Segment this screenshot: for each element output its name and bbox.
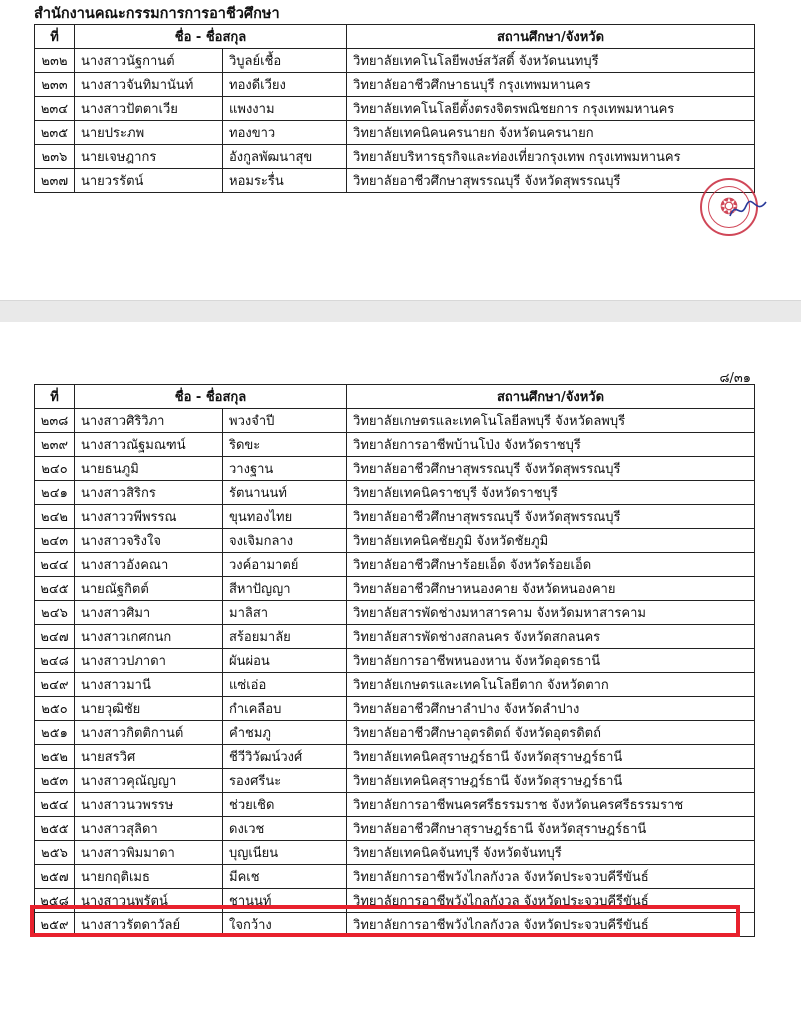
row-first-name: นายณัฐกิตต์ [75, 577, 223, 601]
row-number: ๒๕๑ [35, 721, 75, 745]
row-school: วิทยาลัยอาชีวศึกษาหนองคาย จังหวัดหนองคาย [347, 577, 755, 601]
row-school: วิทยาลัยอาชีวศึกษาสุราษฎร์ธานี จังหวัดสุราษฎร์ธานี [347, 817, 755, 841]
row-number: ๒๕๖ [35, 841, 75, 865]
row-number: ๒๔๗ [35, 625, 75, 649]
row-school: วิทยาลัยการอาชีพวังไกลกังวล จังหวัดประจวบคีรีขันธ์ [347, 889, 755, 913]
document-page-1 [0, 0, 801, 300]
row-first-name: นางสาวอังคณา [75, 553, 223, 577]
header-school: สถานศึกษา/จังหวัด [347, 25, 755, 49]
table-row [35, 481, 755, 505]
row-last-name: วางฐาน [223, 457, 347, 481]
table-row [35, 721, 755, 745]
row-school: วิทยาลัยการอาชีพวังไกลกังวล จังหวัดประจวบคีรีขันธ์ [347, 913, 755, 937]
row-first-name: นางสาวพิมมาดา [75, 841, 223, 865]
table-row [35, 889, 755, 913]
row-first-name: นางสาวนัฐกานต์ [75, 49, 223, 73]
row-last-name: ช่วยเชิด [223, 793, 347, 817]
table-header-row [35, 25, 755, 49]
row-first-name: นายเจษฎากร [75, 145, 223, 169]
row-first-name: นางสาวสิริกร [75, 481, 223, 505]
table-row [35, 745, 755, 769]
row-last-name: หอมระรื่น [223, 169, 347, 193]
row-school: วิทยาลัยเกษตรและเทคโนโลยีตาก จังหวัดตาก [347, 673, 755, 697]
table-body-2 [35, 409, 755, 937]
table-row [35, 553, 755, 577]
row-first-name: นายประภพ [75, 121, 223, 145]
table-row [35, 649, 755, 673]
row-school: วิทยาลัยการอาชีพนครศรีธรรมราช จังหวัดนครศรีธรรมราช [347, 793, 755, 817]
table-row [35, 49, 755, 73]
row-last-name: สีหาปัญญา [223, 577, 347, 601]
row-first-name: นางสาวนวพรรษ [75, 793, 223, 817]
row-school: วิทยาลัยเทคนิคนครนายก จังหวัดนครนายก [347, 121, 755, 145]
row-last-name: ดงเวช [223, 817, 347, 841]
document-page-2 [0, 322, 801, 1024]
row-number: ๒๔๐ [35, 457, 75, 481]
row-first-name: นางสาวรัตดาวัลย์ [75, 913, 223, 937]
table-row [35, 145, 755, 169]
header-no: ที่ [35, 25, 75, 49]
row-number: ๒๕๗ [35, 865, 75, 889]
row-school: วิทยาลัยอาชีวศึกษาร้อยเอ็ด จังหวัดร้อยเอ็ด [347, 553, 755, 577]
row-last-name: แซ่เอ่อ [223, 673, 347, 697]
row-last-name: วิบูลย์เชื้อ [223, 49, 347, 73]
row-last-name: ริดขะ [223, 433, 347, 457]
row-last-name: ใจกว้าง [223, 913, 347, 937]
row-school: วิทยาลัยบริหารธุรกิจและท่องเที่ยวกรุงเทพ กรุงเทพมหานคร [347, 145, 755, 169]
table-body-1 [35, 49, 755, 193]
row-first-name: นายกฤติเมธ [75, 865, 223, 889]
row-school: วิทยาลัยอาชีวศึกษาธนบุรี กรุงเทพมหานคร [347, 73, 755, 97]
row-first-name: นางสาวนพรัตน์ [75, 889, 223, 913]
table-row [35, 601, 755, 625]
row-last-name: บุญเนียน [223, 841, 347, 865]
row-number: ๒๕๓ [35, 769, 75, 793]
row-number: ๒๓๙ [35, 433, 75, 457]
table-row [35, 841, 755, 865]
row-first-name: นางสาวคุณัญญา [75, 769, 223, 793]
row-number: ๒๔๑ [35, 481, 75, 505]
table-row [35, 769, 755, 793]
row-school: วิทยาลัยอาชีวศึกษาอุตรดิตถ์ จังหวัดอุตรดิตถ์ [347, 721, 755, 745]
row-school: วิทยาลัยเทคโนโลยีตั้งตรงจิตรพณิชยการ กรุงเทพมหานคร [347, 97, 755, 121]
row-first-name: นางสาวปภาดา [75, 649, 223, 673]
row-school: วิทยาลัยอาชีวศึกษาสุพรรณบุรี จังหวัดสุพรรณบุรี [347, 169, 755, 193]
row-first-name: นางสาวปัตตาเวีย [75, 97, 223, 121]
row-first-name: นายวุฒิชัย [75, 697, 223, 721]
row-last-name: ชีวีวิวัฒน์วงศ์ [223, 745, 347, 769]
table-row [35, 457, 755, 481]
table-row [35, 817, 755, 841]
signature-mark [728, 196, 768, 222]
row-number: ๒๓๕ [35, 121, 75, 145]
row-school: วิทยาลัยสารพัดช่างมหาสารคาม จังหวัดมหาสารคาม [347, 601, 755, 625]
row-school: วิทยาลัยอาชีวศึกษาสุพรรณบุรี จังหวัดสุพรรณบุรี [347, 505, 755, 529]
row-number: ๒๔๒ [35, 505, 75, 529]
row-school: วิทยาลัยสารพัดช่างสกลนคร จังหวัดสกลนคร [347, 625, 755, 649]
row-last-name: แพงงาม [223, 97, 347, 121]
table-header-row [35, 385, 755, 409]
page-number: ๘/๓๑ [719, 371, 751, 386]
row-last-name: มีคเช [223, 865, 347, 889]
row-number: ๒๕๕ [35, 817, 75, 841]
row-number: ๒๕๐ [35, 697, 75, 721]
table-row [35, 793, 755, 817]
row-number: ๒๕๘ [35, 889, 75, 913]
page-separator [0, 300, 801, 324]
table-row [35, 865, 755, 889]
row-first-name: นายธนภูมิ [75, 457, 223, 481]
row-number: ๒๔๕ [35, 577, 75, 601]
header-no: ที่ [35, 385, 75, 409]
row-first-name: นายสรวิศ [75, 745, 223, 769]
row-last-name: กำเคลือบ [223, 697, 347, 721]
row-number: ๒๕๔ [35, 793, 75, 817]
row-number: ๒๓๒ [35, 49, 75, 73]
table-row [35, 121, 755, 145]
row-last-name: วงค์อามาตย์ [223, 553, 347, 577]
name-list-table-2 [34, 384, 755, 937]
row-last-name: ทองดีเวียง [223, 73, 347, 97]
header-name: ชื่อ - ชื่อสกุล [75, 25, 347, 49]
row-last-name: มาลิสา [223, 601, 347, 625]
row-first-name: นางสาวศิริวิภา [75, 409, 223, 433]
row-last-name: จงเจิมกลาง [223, 529, 347, 553]
row-school: วิทยาลัยเทคนิคชัยภูมิ จังหวัดชัยภูมิ [347, 529, 755, 553]
row-first-name: นางสาวจันทิมานันท์ [75, 73, 223, 97]
row-school: วิทยาลัยการอาชีพวังไกลกังวล จังหวัดประจวบคีรีขันธ์ [347, 865, 755, 889]
table-row [35, 97, 755, 121]
table-row [35, 913, 755, 937]
header-name: ชื่อ - ชื่อสกุล [75, 385, 347, 409]
table-row [35, 697, 755, 721]
row-number: ๒๔๓ [35, 529, 75, 553]
row-last-name: ขุนทองไทย [223, 505, 347, 529]
row-first-name: นางสาวกิตติกานต์ [75, 721, 223, 745]
row-last-name: พวงจำปี [223, 409, 347, 433]
row-first-name: นายวรรัตน์ [75, 169, 223, 193]
row-last-name: รัตนานนท์ [223, 481, 347, 505]
row-first-name: นางสาวณัฐมณฑน์ [75, 433, 223, 457]
row-last-name: คำชมภู [223, 721, 347, 745]
row-school: วิทยาลัยเทคโนโลยีพงษ์สวัสดิ์ จังหวัดนนทบุรี [347, 49, 755, 73]
office-title: สำนักงานคณะกรรมการการอาชีวศึกษา [34, 6, 280, 22]
row-school: วิทยาลัยเกษตรและเทคโนโลยีลพบุรี จังหวัดลพบุรี [347, 409, 755, 433]
row-school: วิทยาลัยอาชีวศึกษาลำปาง จังหวัดลำปาง [347, 697, 755, 721]
table-row [35, 673, 755, 697]
row-school: วิทยาลัยการอาชีพบ้านโป่ง จังหวัดราชบุรี [347, 433, 755, 457]
table-row [35, 73, 755, 97]
row-last-name: ผันผ่อน [223, 649, 347, 673]
row-first-name: นางสาวศิมา [75, 601, 223, 625]
row-number: ๒๓๓ [35, 73, 75, 97]
row-last-name: ทองขาว [223, 121, 347, 145]
row-school: วิทยาลัยเทคนิคสุราษฎร์ธานี จังหวัดสุราษฎร์ธานี [347, 745, 755, 769]
garuda-emblem-icon: ❂ [708, 186, 750, 228]
row-school: วิทยาลัยเทคนิคราชบุรี จังหวัดราชบุรี [347, 481, 755, 505]
row-school: วิทยาลัยเทคนิคจันทบุรี จังหวัดจันทบุรี [347, 841, 755, 865]
row-number: ๒๓๔ [35, 97, 75, 121]
table-row [35, 529, 755, 553]
table-row [35, 577, 755, 601]
row-school: วิทยาลัยการอาชีพหนองหาน จังหวัดอุดรธานี [347, 649, 755, 673]
row-first-name: นางสาววพีพรรณ [75, 505, 223, 529]
name-list-table-1 [34, 24, 755, 193]
row-last-name: ชานนท์ [223, 889, 347, 913]
row-last-name: รองศรีนะ [223, 769, 347, 793]
row-number: ๒๕๒ [35, 745, 75, 769]
table-row [35, 625, 755, 649]
row-number: ๒๓๖ [35, 145, 75, 169]
row-number: ๒๓๗ [35, 169, 75, 193]
row-number: ๒๕๙ [35, 913, 75, 937]
table-row [35, 433, 755, 457]
table-row [35, 409, 755, 433]
table-row [35, 505, 755, 529]
row-first-name: นางสาวมานี [75, 673, 223, 697]
table-row [35, 169, 755, 193]
row-last-name: อังกูลพัฒนาสุข [223, 145, 347, 169]
row-number: ๒๔๘ [35, 649, 75, 673]
row-number: ๒๔๙ [35, 673, 75, 697]
row-first-name: นางสาวเกศกนก [75, 625, 223, 649]
header-school: สถานศึกษา/จังหวัด [347, 385, 755, 409]
row-number: ๒๔๔ [35, 553, 75, 577]
row-number: ๒๓๘ [35, 409, 75, 433]
row-school: วิทยาลัยเทคนิคสุราษฎร์ธานี จังหวัดสุราษฎร์ธานี [347, 769, 755, 793]
row-last-name: สร้อยมาลัย [223, 625, 347, 649]
row-number: ๒๔๖ [35, 601, 75, 625]
row-first-name: นางสาวสุลิดา [75, 817, 223, 841]
row-first-name: นางสาวจริงใจ [75, 529, 223, 553]
row-school: วิทยาลัยอาชีวศึกษาสุพรรณบุรี จังหวัดสุพรรณบุรี [347, 457, 755, 481]
